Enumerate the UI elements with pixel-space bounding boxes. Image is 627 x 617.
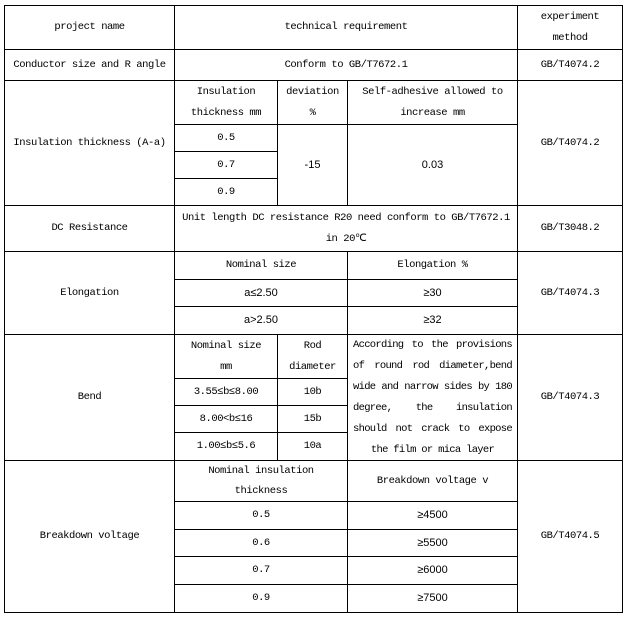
bend-method-cell: GB/T4074.3 [517,334,623,461]
conductor-name-cell: Conductor size and R angle [4,49,175,81]
insulation-col-deviation-header: deviation % [277,80,348,125]
insulation-col-self-adhesive-header: Self-adhesive allowed to increase mm [347,80,518,125]
elongation-method-cell: GB/T4074.3 [517,251,623,335]
insulation-thickness-value: 0.9 [174,178,278,206]
breakdown-voltage-value: ≥7500 [347,584,518,613]
breakdown-name-cell: Breakdown voltage [4,460,175,613]
bend-col-rod-header: Rod diameter [277,334,348,379]
insulation-name-cell: Insulation thickness (A-a) [4,80,175,206]
bend-col-size-header: Nominal size mm [174,334,278,379]
elongation-name-cell: Elongation [4,251,175,335]
insulation-self-adhesive-value: 0.03 [347,124,518,206]
insulation-thickness-value: 0.5 [174,124,278,152]
elongation-size-value: a>2.50 [174,306,348,335]
breakdown-thickness-value: 0.7 [174,556,348,585]
bend-requirement-line: of round rod diameter,bend [353,360,512,372]
bend-size-value: 8.00<b≤16 [174,405,278,433]
dc-resistance-name-cell: DC Resistance [4,205,175,252]
bend-size-value: 1.00≤b≤5.6 [174,432,278,461]
breakdown-method-cell: GB/T4074.5 [517,460,623,613]
bend-rod-value: 10a [277,432,348,461]
bend-requirement-cell [347,334,518,461]
elongation-percent-value: ≥32 [347,306,518,335]
breakdown-col-voltage-header: Breakdown voltage v [347,460,518,502]
breakdown-thickness-value: 0.9 [174,584,348,613]
bend-rod-value: 15b [277,405,348,433]
bend-size-value: 3.55≤b≤8.00 [174,378,278,406]
breakdown-voltage-value: ≥4500 [347,501,518,530]
breakdown-thickness-value: 0.5 [174,501,348,530]
insulation-thickness-value: 0.7 [174,151,278,179]
conductor-method-cell: GB/T4074.2 [517,49,623,81]
bend-requirement-line: According to the provisions [353,339,512,351]
breakdown-voltage-value: ≥6000 [347,556,518,585]
bend-name-cell: Bend [4,334,175,461]
insulation-deviation-value: -15 [277,124,348,206]
insulation-col-thickness-header: Insulation thickness mm [174,80,278,125]
dc-resistance-requirement-cell: Unit length DC resistance R20 need conform to GB/T7672.1 in 20℃ [174,205,518,252]
elongation-percent-value: ≥30 [347,279,518,307]
elongation-col-size-header: Nominal size [174,251,348,280]
bend-requirement-line: degree, the insulation [353,402,512,414]
elongation-size-value: a≤2.50 [174,279,348,307]
conductor-requirement-cell: Conform to GB/T7672.1 [174,49,518,81]
header-experiment-method: experiment method [517,5,623,50]
breakdown-col-thickness-header: Nominal insulation thickness [174,460,348,502]
bend-rod-value: 10b [277,378,348,406]
bend-requirement-line: wide and narrow sides by 180 [353,381,512,393]
header-technical-requirement: technical requirement [174,5,518,50]
breakdown-voltage-value: ≥5500 [347,529,518,557]
breakdown-thickness-value: 0.6 [174,529,348,557]
bend-requirement-line: the film or mica layer [370,444,495,456]
dc-resistance-method-cell: GB/T3048.2 [517,205,623,252]
elongation-col-percent-header: Elongation % [347,251,518,280]
header-project-name: project name [4,5,175,50]
insulation-method-cell: GB/T4074.2 [517,80,623,206]
bend-requirement-line: should not crack to expose [353,423,512,435]
